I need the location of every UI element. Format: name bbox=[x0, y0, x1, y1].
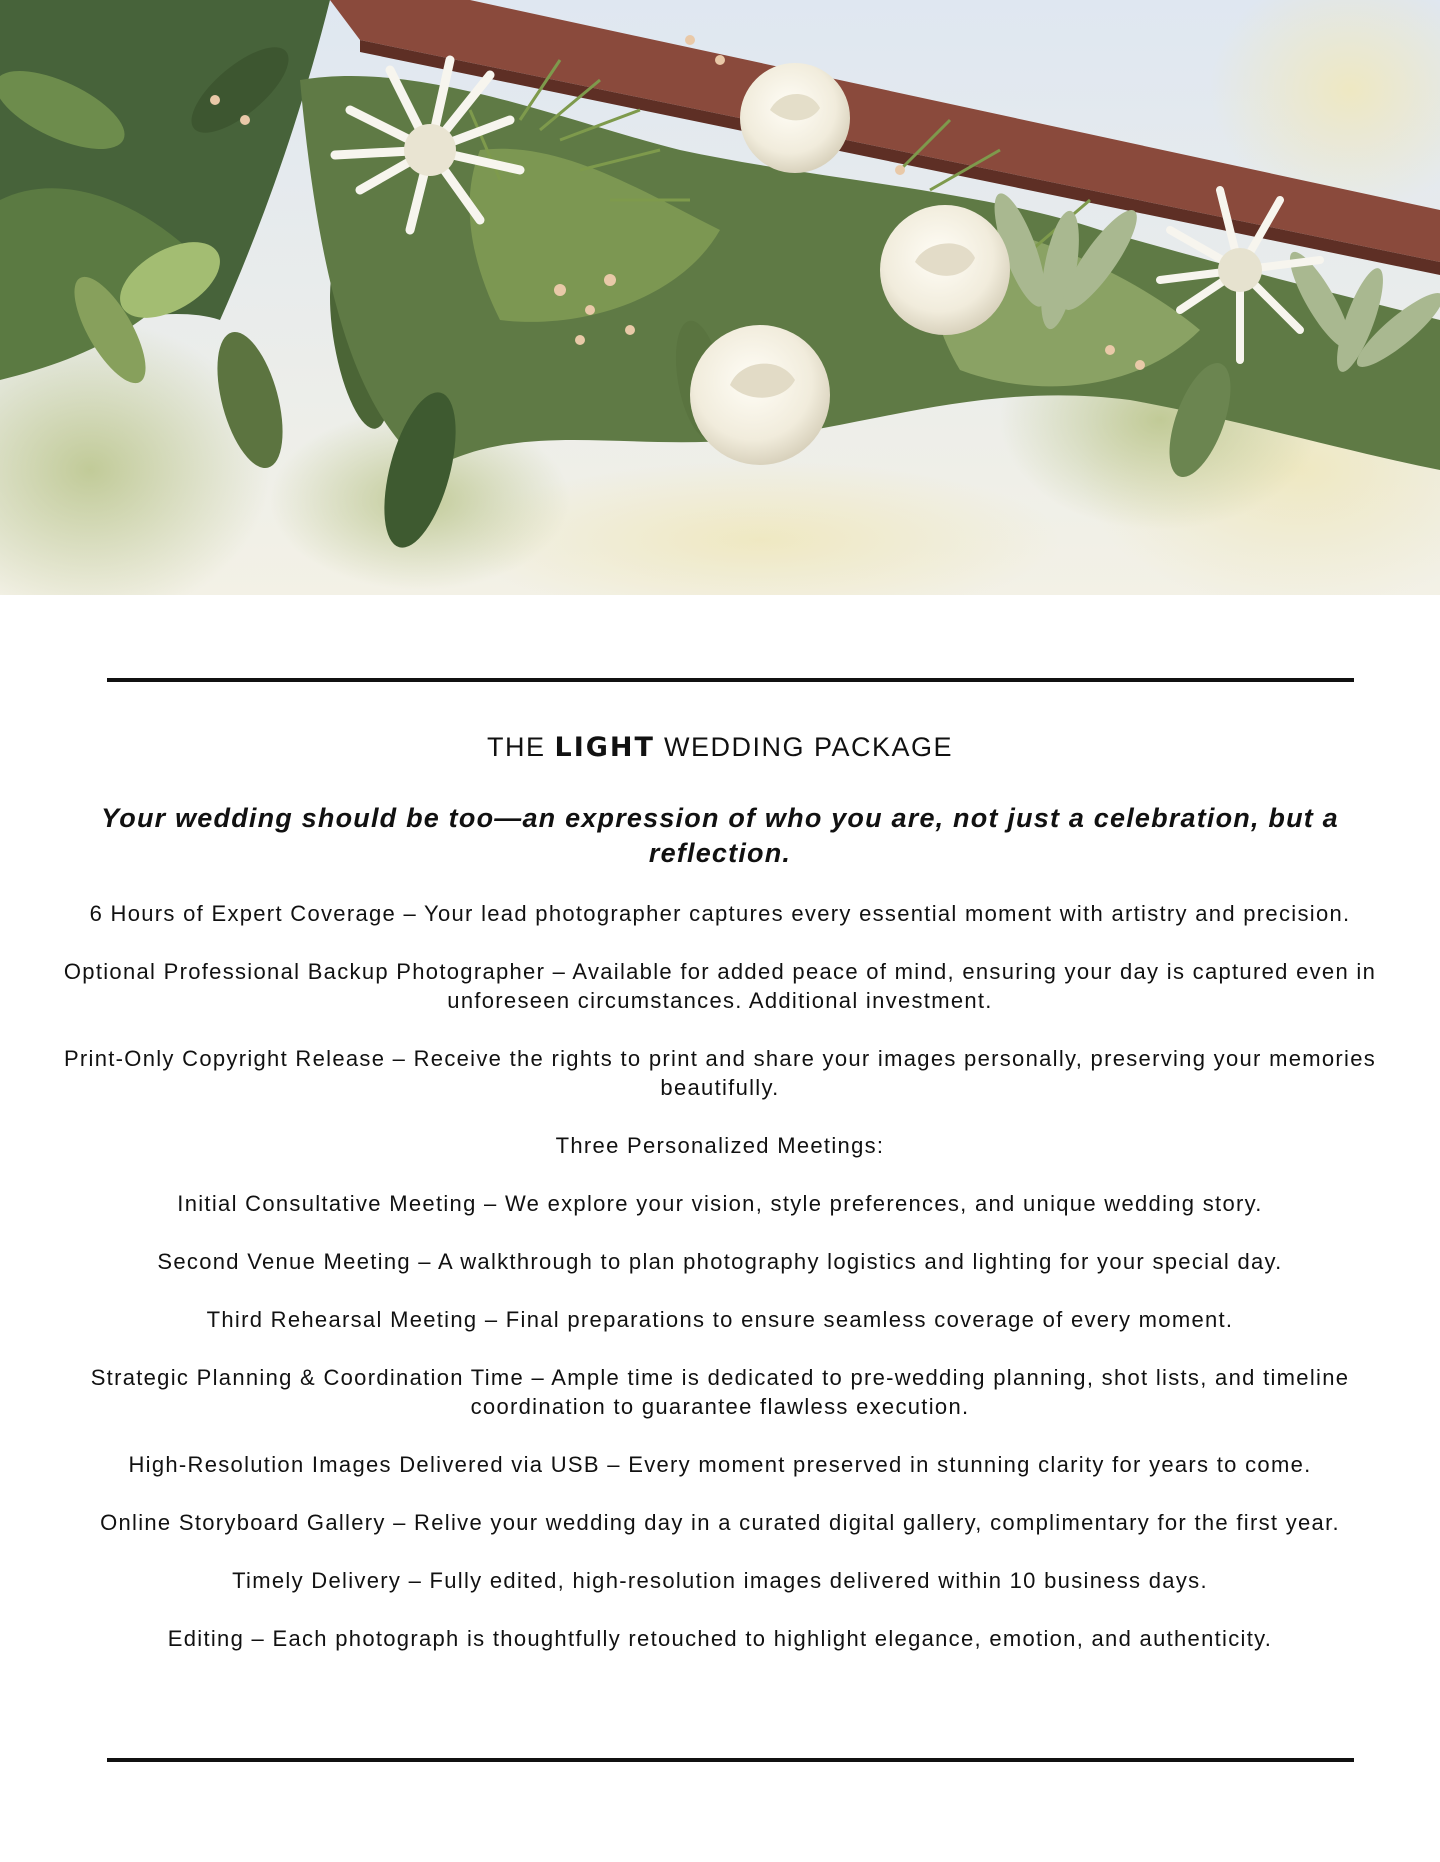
package-details bbox=[60, 728, 1380, 1682]
package-item: Three Personalized Meetings: bbox=[555, 1133, 885, 1158]
title-accent: LIGHT bbox=[554, 732, 655, 763]
package-item: High-Resolution Images Delivered via USB – Every moment preserved in stunning clarity for years to come. bbox=[128, 1452, 1312, 1477]
package-item: Strategic Planning & Coordination Time – Ample time is dedicated to pre-wedding planning, shot lists, and timeline coordination to guarantee flawless execution. bbox=[90, 1365, 1350, 1419]
top-divider bbox=[107, 678, 1354, 682]
title-prefix: THE bbox=[487, 732, 555, 762]
package-item: Editing – Each photograph is thoughtfully retouched to highlight elegance, emotion, and authenticity. bbox=[167, 1626, 1273, 1651]
package-title bbox=[60, 728, 1380, 767]
package-item: Online Storyboard Gallery – Relive your wedding day in a curated digital gallery, complimentary for the first year. bbox=[100, 1510, 1340, 1535]
package-item: Print-Only Copyright Release – Receive the rights to print and share your images personally, preserving your memories beautifully. bbox=[63, 1046, 1377, 1100]
package-item: Optional Professional Backup Photographer – Available for added peace of mind, ensuring your day is captured even in unforeseen circumstances. Additional investment. bbox=[63, 959, 1377, 1013]
package-item: Initial Consultative Meeting – We explore your vision, style preferences, and unique wedding story. bbox=[177, 1191, 1263, 1216]
package-item: Third Rehearsal Meeting – Final preparations to ensure seamless coverage of every moment. bbox=[206, 1307, 1234, 1332]
package-item: Timely Delivery – Fully edited, high-resolution images delivered within 10 business days. bbox=[232, 1568, 1208, 1593]
hero-floral-image bbox=[0, 0, 1440, 595]
bottom-divider bbox=[107, 1758, 1354, 1762]
package-item: 6 Hours of Expert Coverage – Your lead photographer captures every essential moment with artistry and precision. bbox=[89, 901, 1351, 926]
floral-garland-illustration bbox=[0, 0, 1440, 595]
title-suffix: WEDDING PACKAGE bbox=[654, 732, 953, 762]
package-subtitle: Your wedding should be too—an expression of who you are, not just a celebration, but a reflection. bbox=[101, 803, 1339, 868]
package-item: Second Venue Meeting – A walkthrough to plan photography logistics and lighting for your special day. bbox=[157, 1249, 1283, 1274]
